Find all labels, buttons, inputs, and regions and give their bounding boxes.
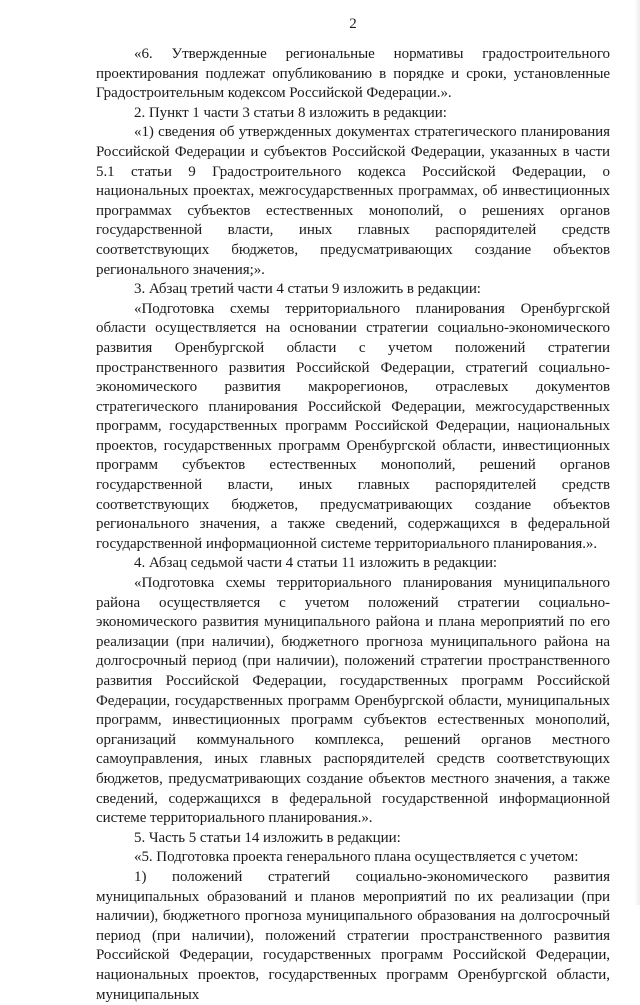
paragraph-item-4-heading: 4. Абзац седьмой части 4 статьи 11 изложить в редакции: — [134, 555, 498, 572]
paragraph-norms-publication: «6. Утвержденные региональные нормативы градостроительного проектирования подлежат опубликованию в порядке и сроки, установленные Градостроительным кодексом Российской Федерации.». — [96, 46, 610, 102]
paragraph-item-5-subitem-1: 1) положений стратегий социально-экономического развития муниципальных образований и планов мероприятий по их реализации (при наличии), бюджетного прогноза муниципального образования на долгосрочный период (при наличии), положений стратегии пространственного развития Российской Федерации, государственных программ Российской Федерации, национальных проектов, государственных программ Оренбургской области, муниципальных — [96, 868, 610, 1003]
paragraph-item-4-text: «Подготовка схемы территориального планирования муниципального района осуществляется с учетом положений стратегии социально-экономического развития муниципального района и плана мероприятий по его реализации (при наличии), бюджетного прогноза муниципального района на долгосрочный период (при наличии), положений стратегии пространственного развития Российской Федерации, государственных программ Российской Федерации, государственных программ Оренбургской области, муниципальных программ, инвестиционных программ субъектов естественных монополий, организаций коммунального комплекса, решений органов местного самоуправления, иных главных распорядителей средств соответствующих бюджетов, предусматривающих создание объектов местного значения, а также сведений, содержащихся в федеральной государственной информационной системе территориального планирования.». — [96, 575, 610, 827]
paragraph-item-3-text: «Подготовка схемы территориального планирования Оренбургской области осуществляется на основании стратегии социально-экономического развития Оренбургской области с учетом положений стратегии пространственного развития Российской Федерации, стратегий социально-экономического развития макрорегионов, отраслевых документов стратегического планирования Российской Федерации, межгосударственных программ, государственных программ Российской Федерации, национальных проектов, государственных программ Оренбургской области, инвестиционных программ субъектов естественных монополий, решений органов государственной власти, иных главных распорядителей средств соответствующих бюджетов, предусматривающих создание объектов регионального значения, а также сведений, содержащихся в федеральной государственной информационной системе территориального планирования.». — [96, 300, 610, 552]
paragraph-item-3-heading: 3. Абзац третий части 4 статьи 9 изложить в редакции: — [134, 281, 481, 298]
paragraph-item-2-heading: 2. Пункт 1 части 3 статьи 8 изложить в редакции: — [134, 104, 447, 121]
paragraph-item-5-heading: 5. Часть 5 статьи 14 изложить в редакции: — [134, 829, 401, 846]
paragraph-item-2-text: «1) сведения об утвержденных документах стратегического планирования Российской Федерации и субъектов Российской Федерации, указанных в части 5.1 статьи 9 Градостроительного кодекса Российской Федерации, о национальных проектах, межгосударственных программах, об инвестиционных программах субъектов естественных монополий, о решениях органов государственной власти, иных главных распорядителей средств соответствующих бюджетов, предусматривающих создание объектов регионального значения;». — [96, 124, 610, 278]
scan-edge — [634, 0, 640, 905]
paragraph-item-5-intro: «5. Подготовка проекта генерального плана осуществляется с учетом: — [134, 849, 579, 866]
page-number: 2 — [349, 16, 357, 32]
